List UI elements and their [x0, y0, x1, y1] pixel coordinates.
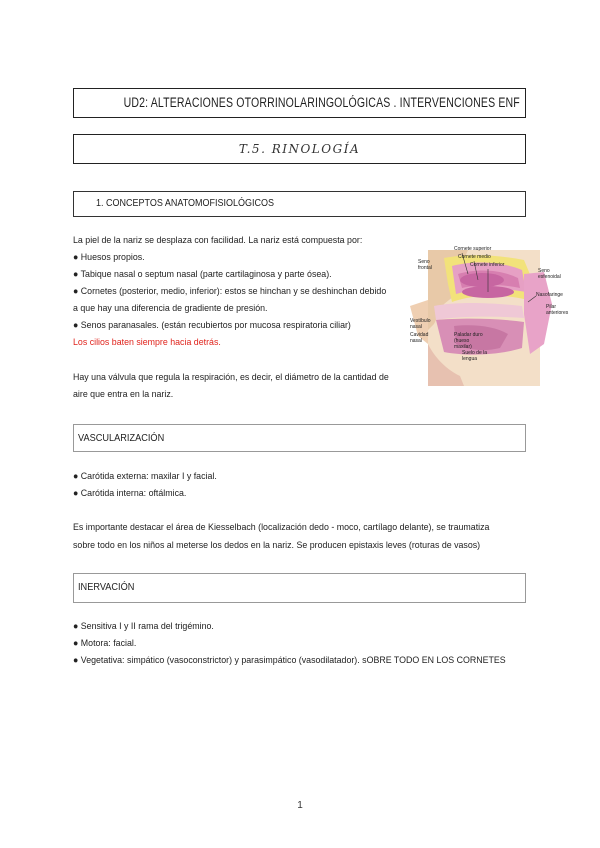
section-heading-vascularizacion: VASCULARIZACIÓN: [78, 433, 165, 444]
highlight-note: Los cilios baten siempre hacia detrás.: [73, 337, 221, 348]
document-title: UD2: ALTERACIONES OTORRINOLARINGOLÓGICAS . INTERVENCIONES ENF: [123, 95, 520, 110]
section-heading-box-vascularizacion: [73, 424, 526, 452]
label-cavidad-2: nasal: [410, 338, 422, 344]
topic-title: T.5. RINOLOGÍA: [238, 142, 361, 156]
label-seno-esfenoidal: Seno: [538, 268, 550, 274]
label-vestibulo: Vestíbulo: [410, 318, 431, 324]
label-cornete-superior: Cornete superior: [454, 246, 492, 252]
bullet-item: ● Senos paranasales. (están recubiertos por mucosa respiratoria ciliar): [73, 320, 351, 331]
label-cornete-medio: Cornete medio: [458, 254, 491, 260]
bullet-item: ● Carótida interna: oftálmica.: [73, 488, 187, 499]
section-heading-conceptos: 1. CONCEPTOS ANATOMOFISIOLÓGICOS: [96, 198, 275, 209]
text-line: sobre todo en los niños al meterse los dedos en la nariz. Se producen epistaxis leves (roturas de vasos): [73, 540, 481, 551]
bullet-item: ● Carótida externa: maxilar I y facial.: [73, 471, 217, 482]
nasal-anatomy-figure: [404, 244, 576, 386]
section-heading-box-conceptos: [73, 191, 526, 217]
section-heading-box-inervacion: [73, 573, 526, 603]
text-line: aire que entra en la nariz.: [73, 389, 174, 400]
label-suelo: Suelo de la: [462, 350, 488, 356]
label-suelo-2: lengua: [462, 356, 478, 362]
text-line: La piel de la nariz se desplaza con facilidad. La nariz está compuesta por:: [73, 235, 363, 246]
bullet-item: ● Vegetativa: simpático (vasoconstrictor) y parasimpático (vasodilatador). sOBRE TODO EN LOS CORNETES: [73, 655, 506, 666]
text-line: a que hay una diferencia de gradiente de presión.: [73, 303, 268, 314]
section-heading-inervacion: INERVACIÓN: [78, 582, 135, 593]
label-vestibulo-2: nasal: [410, 324, 422, 330]
topic-title-box: [73, 134, 526, 164]
label-nasofaringe: Nasofaringe: [536, 292, 563, 298]
label-seno-frontal-2: frontal: [418, 265, 432, 271]
bullet-item: ● Sensitiva I y II rama del trigémino.: [73, 621, 214, 632]
label-pilar: Pilar: [546, 304, 557, 310]
text-line: Es importante destacar el área de Kiesselbach (localización dedo - moco, cartílago delante), se traumatiza: [73, 522, 490, 533]
bullet-item: ● Huesos propios.: [73, 252, 145, 263]
text-line: Hay una válvula que regula la respiración, es decir, el diámetro de la cantidad de: [73, 372, 389, 383]
bullet-item: ● Cornetes (posterior, medio, inferior): estos se hinchan y se deshinchan debido: [73, 286, 387, 297]
label-pilar-2: anteriores: [546, 310, 569, 316]
label-paladar: Paladar duro: [454, 332, 483, 338]
label-paladar-3: maxilar): [454, 344, 472, 350]
label-seno-frontal: Seno: [418, 259, 430, 265]
bullet-item: ● Tabique nasal o septum nasal (parte cartilaginosa y parte ósea).: [73, 269, 332, 280]
label-seno-esfenoidal-2: esfenoidal: [538, 274, 561, 280]
label-cornete-inferior: Cornete inferior: [470, 262, 505, 268]
label-cavidad: Cavidad: [410, 332, 429, 338]
page-number: 1: [297, 800, 303, 811]
bullet-item: ● Motora: facial.: [73, 638, 137, 649]
document-title-box: [73, 88, 526, 118]
label-paladar-2: (hueso: [454, 338, 470, 344]
